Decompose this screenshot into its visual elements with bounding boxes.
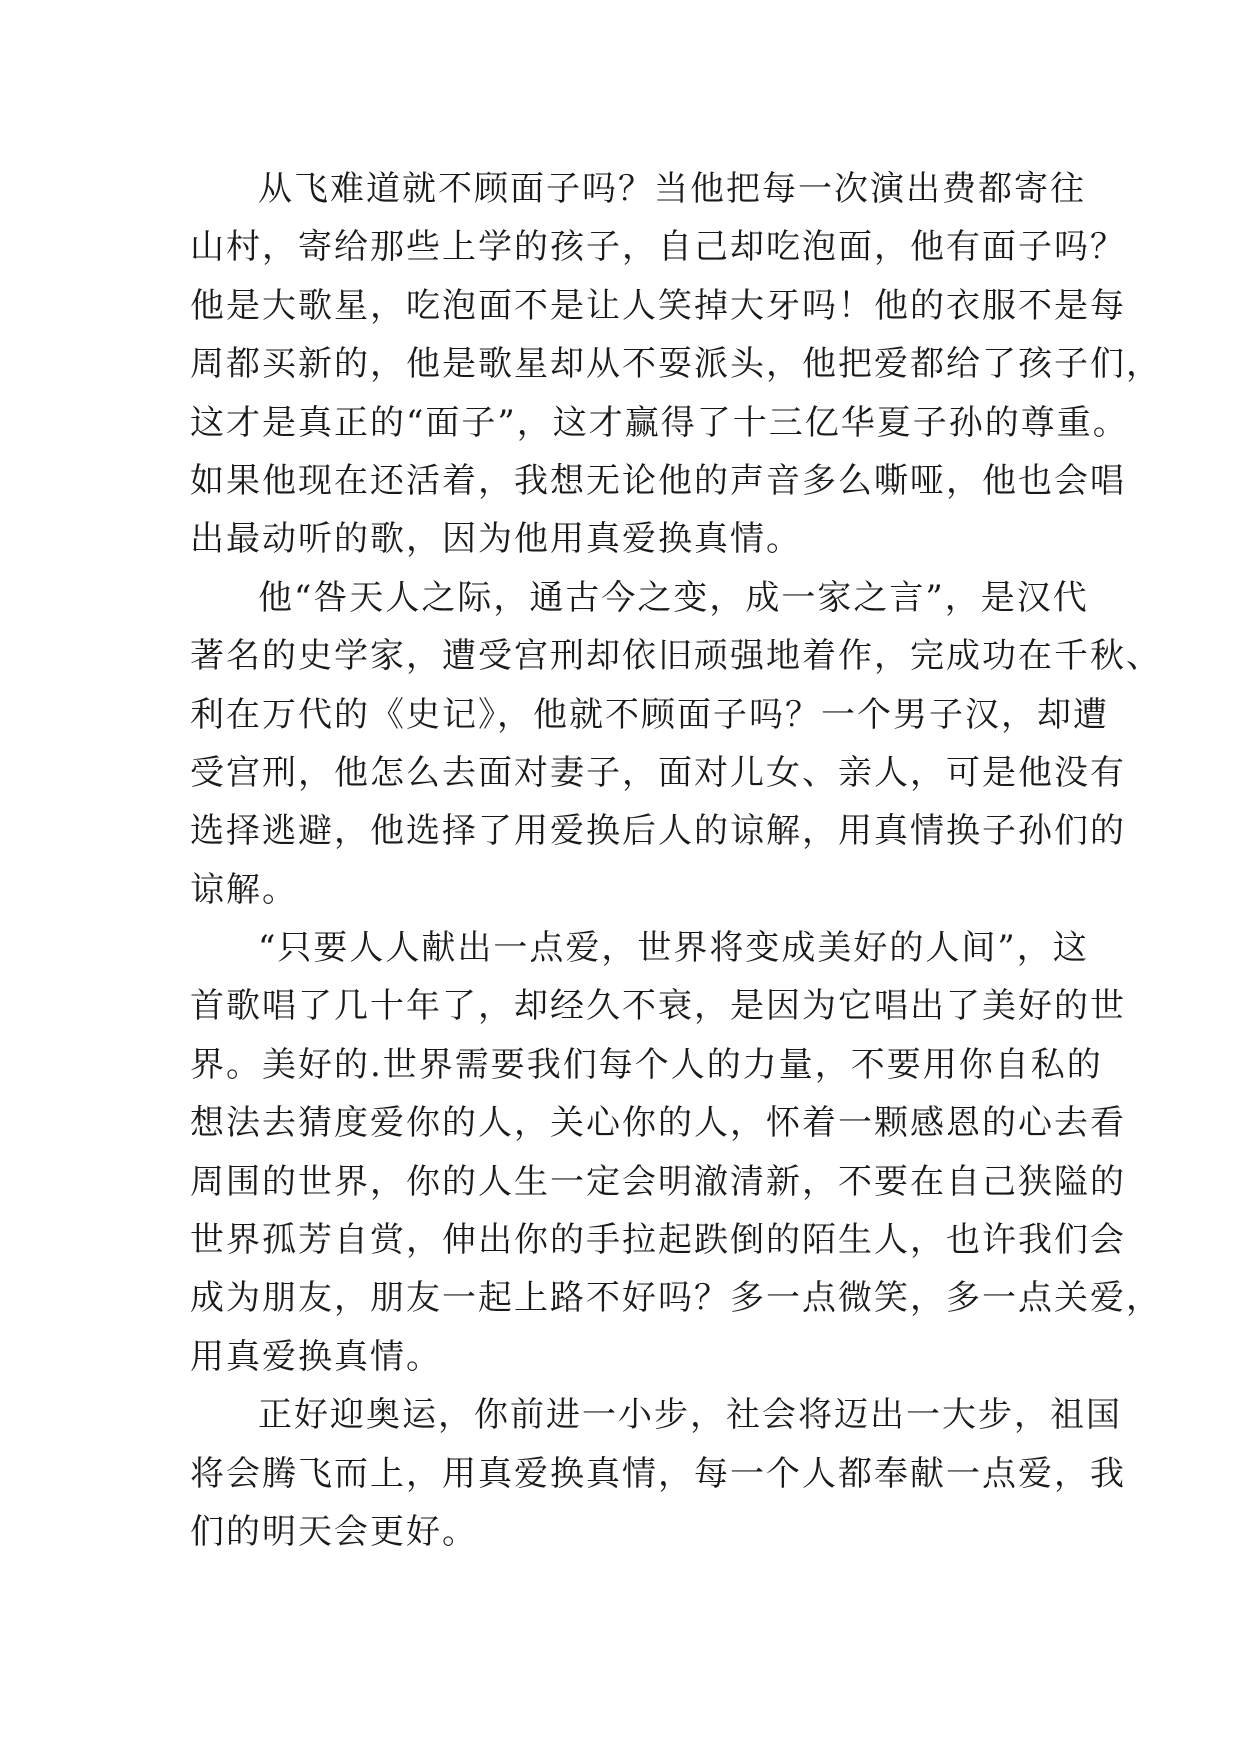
text-line: 如果他现在还活着，我想无论他的声音多么嘶哑，他也会唱 [190, 460, 1126, 501]
text-line: 将会腾飞而上，用真爱换真情，每一个人都奉献一点爱，我 [190, 1453, 1126, 1494]
text-line: 想法去猜度爱你的人，关心你的人，怀着一颗感恩的心去看 [190, 1103, 1126, 1144]
text-line: 出最动听的歌，因为他用真爱换真情。 [190, 519, 802, 560]
text-line: 用真爱换真情。 [190, 1336, 442, 1377]
text-line: 成为朋友，朋友一起上路不好吗？多一点微笑，多一点关爱， [190, 1278, 1162, 1319]
text-line: 正好迎奥运，你前进一小步，社会将迈出一大步，祖国 [258, 1395, 1122, 1436]
text-line: 从飞难道就不顾面子吗？当他把每一次演出费都寄往 [258, 169, 1086, 209]
text-line: 谅解。 [190, 869, 298, 910]
text-line: 利在万代的《史记》，他就不顾面子吗？一个男子汉，却遭 [190, 694, 1109, 735]
text-line: 著名的史学家，遭受宫刑却依旧顽强地着作，完成功在千秋、 [190, 636, 1162, 677]
text-line: 他是大歌星，吃泡面不是让人笑掉大牙吗！他的衣服不是每 [190, 285, 1126, 326]
text-line: 选择逃避，他选择了用爱换后人的谅解，用真情换子孙们的 [190, 811, 1126, 852]
paragraph-3 [190, 919, 1162, 1386]
text-line: 他“咎天人之际，通古今之变，成一家之言”，是汉代 [258, 577, 1089, 618]
text-line: 界。美好的.世界需要我们每个人的力量，不要用你自私的 [190, 1044, 1103, 1085]
paragraph-2 [190, 569, 1162, 919]
text-line: 这才是真正的“面子”，这才赢得了十三亿华夏子孙的尊重。 [190, 402, 1129, 443]
text-line: 山村，寄给那些上学的孩子，自己却吃泡面，他有面子吗？ [190, 227, 1126, 268]
text-line: 首歌唱了几十年了，却经久不衰，是因为它唱出了美好的世 [190, 986, 1126, 1027]
text-line: “只要人人献出一点爱，世界将变成美好的人间”，这 [258, 928, 1089, 969]
text-line: 世界孤芳自赏，伸出你的手拉起跌倒的陌生人，也许我们会 [190, 1220, 1126, 1261]
text-line: 们的明天会更好。 [190, 1511, 478, 1552]
text-line: 受宫刑，他怎么去面对妻子，面对儿女、亲人，可是他没有 [190, 752, 1126, 793]
document-body [190, 160, 1162, 1561]
paragraph-1 [190, 160, 1162, 569]
text-line: 周都买新的，他是歌星却从不耍派头，他把爱都给了孩子们， [190, 344, 1162, 385]
paragraph-4 [190, 1386, 1126, 1561]
text-line: 周围的世界，你的人生一定会明澈清新，不要在自己狭隘的 [190, 1161, 1126, 1202]
